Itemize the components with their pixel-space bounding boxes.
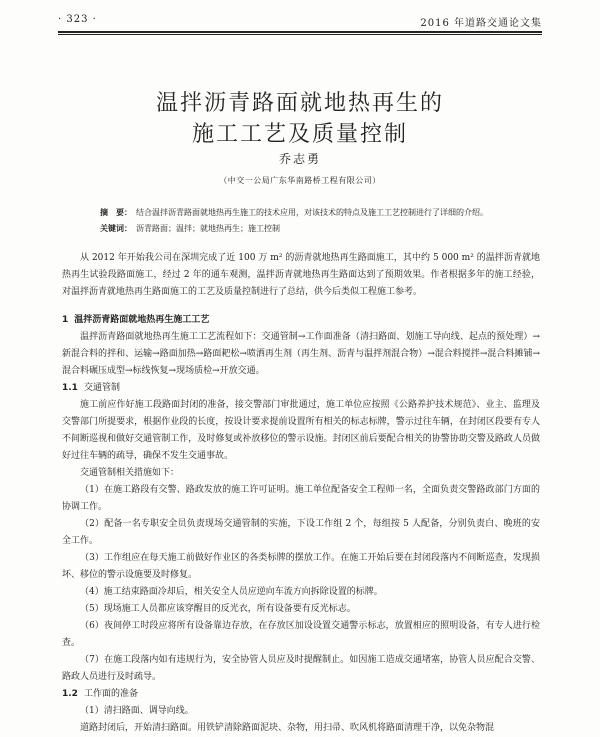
paper-title xyxy=(0,88,600,150)
abstract xyxy=(100,205,520,221)
page-number: · 323 · xyxy=(58,14,97,25)
affiliation: （中交一公局广东华南路桥工程有限公司） xyxy=(219,176,381,185)
abstract-label: 摘 要： xyxy=(100,208,132,217)
list-item: （5）现场施工人员都应该穿醒目的反光衣，所有设备要有反光标志。 xyxy=(80,604,356,614)
section-1-title: 温拌沥青路面就地热再生施工工艺 xyxy=(74,315,210,325)
keywords-text: 沥青路面；温拌；就地热再生；施工控制 xyxy=(136,224,280,233)
section-1-heading xyxy=(62,312,540,329)
abstract-block xyxy=(100,205,520,237)
author: 乔志勇 xyxy=(278,152,321,166)
list-item: （2）配备一名专职安全员负责现场交通管制的实施，下设工作组 2 个，每组按 5 人配备，分别负责白、晚班的安全工作。 xyxy=(62,519,540,546)
title-line-1: 温拌沥青路面就地热再生的 xyxy=(155,91,444,116)
subsection-1-2-title: 工作面的准备 xyxy=(83,689,138,699)
subsection-1-2-number: 1.2 xyxy=(62,689,78,699)
keywords-label: 关键词： xyxy=(100,224,132,233)
keywords xyxy=(100,221,520,237)
intro-paragraph: 从 2012 年开始我公司在深圳完成了近 100 万 m² 的沥青就地热再生路面施工，其中约 5 000 m² 的温拌沥青就地热再生试验段路面施工，经过 2 年的通车观测，温拌沥青就地热再生路面达到了预期效果。作者根据多年的施工经验，对温拌沥青就地热再生路面施工的工艺及质量控制进行了总结，供今后类似工程施工参考。 xyxy=(62,253,540,297)
section-1-number: 1 xyxy=(62,315,69,325)
traffic-measures-intro: 交通管制相关措施如下： xyxy=(80,468,180,478)
list-item: （7）在施工段落内如有违规行为，安全协管人员应及时提醒制止。如因施工造成交通堵塞，协管人员应配合交警、路政人员进行及时疏导。 xyxy=(62,655,540,682)
section-1-paragraph: 温拌沥青路面就地热再生施工工艺流程如下：交通管制→工作面准备（清扫路面、划施工导向线、起点的预处理）→新混合料的拌和、运输→路面加热→路面耙松→喷洒再生剂（再生剂、沥青与温拌剂混合物）→混合料搅拌→混合料摊铺→混合料碾压成型→标线恢复→现场质检→开放交通。 xyxy=(62,332,540,376)
list-item: （1）在施工路段有交警、路政发放的施工许可证明。施工单位配备安全工程师一名，全面负责交警路政部门方面的协调工作。 xyxy=(62,485,540,512)
subsection-1-1-heading xyxy=(62,380,540,397)
traffic-paragraph: 施工前应作好施工段路面封闭的准备，接交警部门审批通过，施工单位应按照《公路养护技术规范》、业主、监理及交警部门所提要求，根据作业段的长度，按设计要求提前设置所有相关的标志标牌，警示过往车辆，在封闭区段要有专人不间断巡视和做好交通管制工作，及时修复或补放移位的警示设施。封闭区前后要配合相关的协警协助交警及路政人员做好过往车辆的疏导，确保不发生交通事故。 xyxy=(62,400,540,461)
subsection-1-1-number: 1.1 xyxy=(62,383,78,393)
prep-paragraph: 道路封闭后，开始清扫路面。用铁铲清除路面泥块、杂物，用扫帚、吹风机将路面清理干净，以免杂物混 xyxy=(80,723,495,733)
subsection-1-2-heading xyxy=(62,686,540,703)
header-rule-thin xyxy=(58,34,542,35)
body-text xyxy=(62,250,540,737)
list-item: （6）夜间停工时段应将所有设备靠边存放，在存放区加设设置交通警示标志，放置相应的照明设备，有专人进行检查。 xyxy=(62,621,540,648)
title-line-2: 施工工艺及质量控制 xyxy=(191,122,408,147)
list-item: （1）清扫路面、调导向线。 xyxy=(80,706,194,716)
abstract-text: 结合温拌沥青路面就地热再生施工的技术应用，对该技术的特点及施工工艺控制进行了详细的介绍。 xyxy=(136,208,488,217)
list-item: （4）施工结束路面冷却后，相关安全人员应逆向车流方向拆除设置的标牌。 xyxy=(80,587,383,597)
list-item: （3）工作组应在每天施工前做好作业区的各类标牌的摆放工作。在施工开始后要在封闭段落内不间断巡查，发现损坏、移位的警示设施要及时修复。 xyxy=(62,553,540,580)
header-rule-thick xyxy=(58,31,542,33)
journal-title: 2016 年道路交通论文集 xyxy=(420,18,542,29)
subsection-1-1-title: 交通管制 xyxy=(83,383,120,393)
